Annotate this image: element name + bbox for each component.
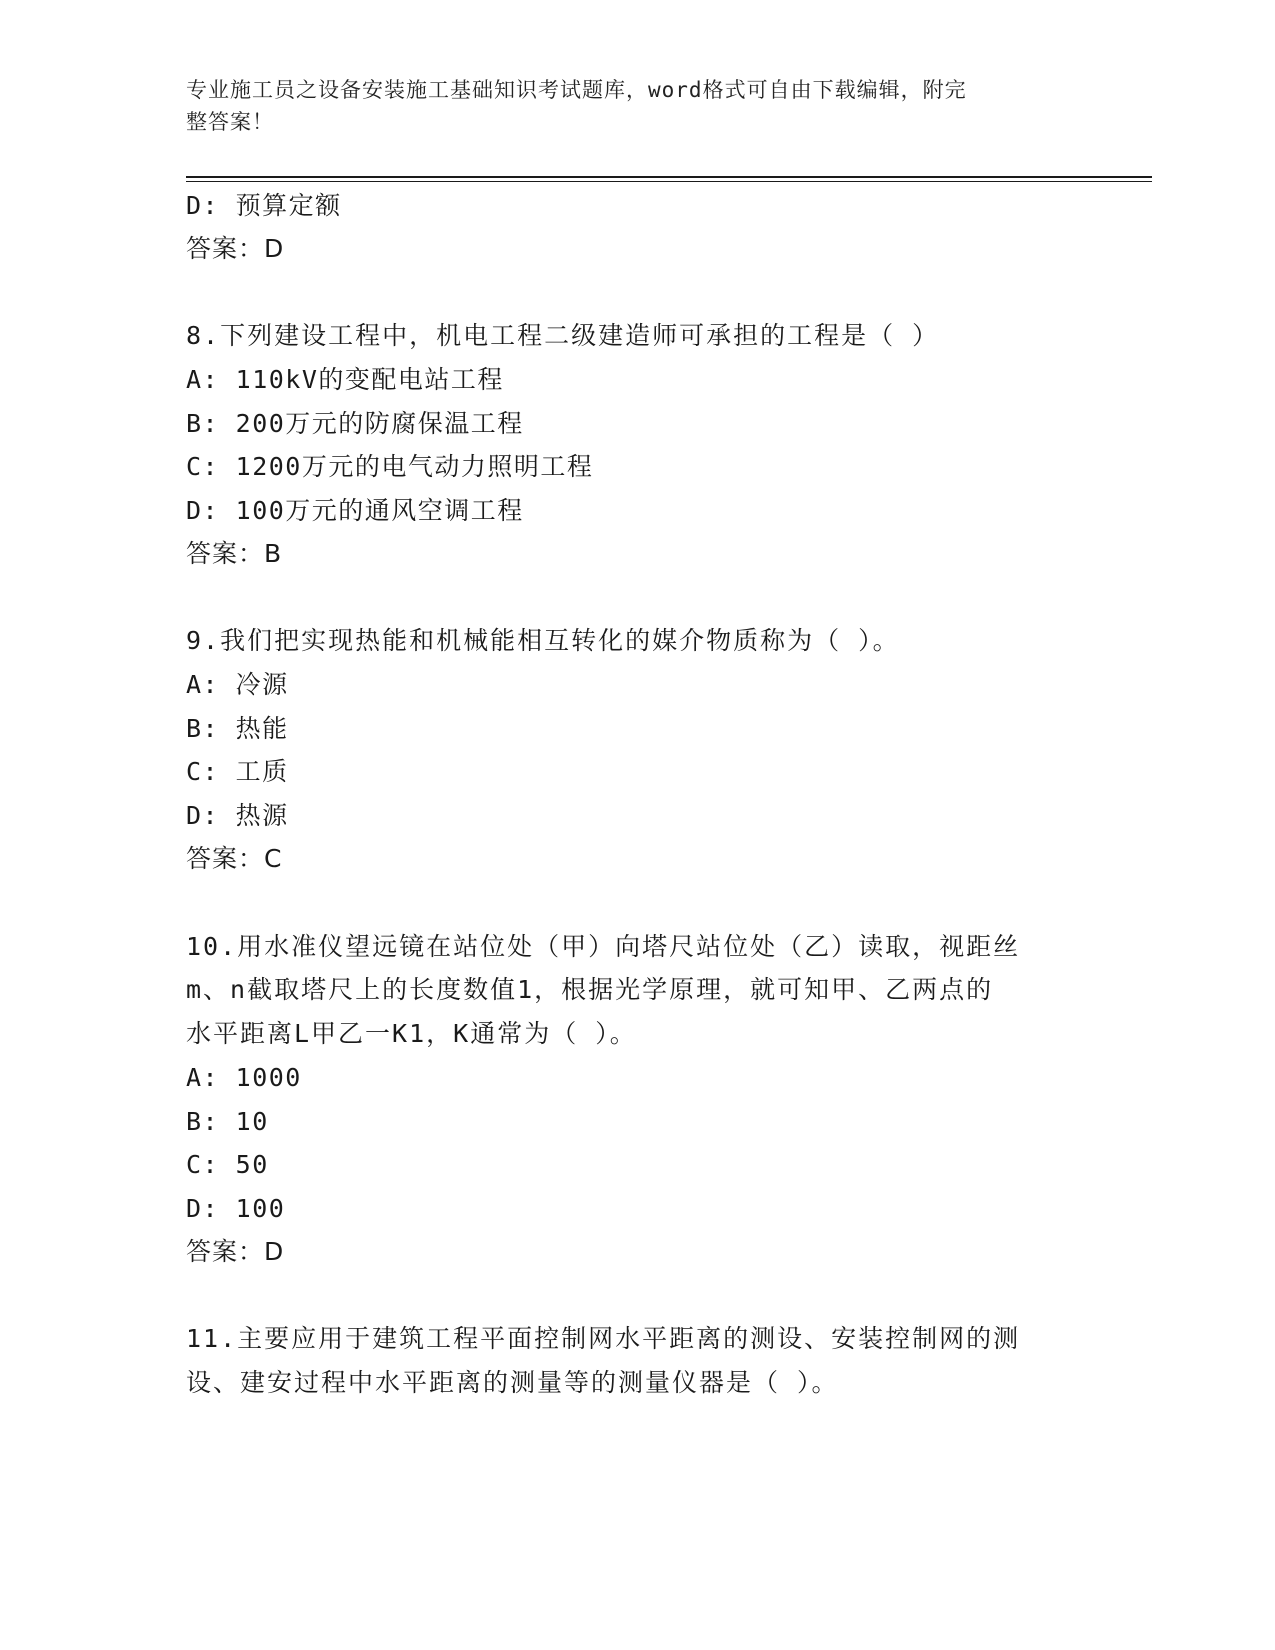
question-10-stem-line-1: 10.用水准仪望远镜在站位处（甲）向塔尺站位处（乙）读取，视距丝 xyxy=(186,932,1021,961)
question-10-answer: 答案：D xyxy=(186,1237,285,1266)
question-10-option-c: C: 50 xyxy=(186,1150,269,1179)
header-line-2: 整答案！ xyxy=(186,110,274,134)
document-header xyxy=(186,74,1066,138)
question-9-answer: 答案：C xyxy=(186,844,283,873)
header-divider-thick xyxy=(186,176,1152,178)
question-9-option-a: A: 冷源 xyxy=(186,670,289,699)
question-11-stem-line-2: 设、建安过程中水平距离的测量等的测量仪器是（ ）。 xyxy=(186,1368,839,1397)
question-8-option-d: D: 100万元的通风空调工程 xyxy=(186,496,524,525)
header-divider-thin xyxy=(186,181,1152,182)
question-10-option-b: B: 10 xyxy=(186,1107,269,1136)
prev-answer: 答案：D xyxy=(186,234,285,263)
question-9-option-c: C: 工质 xyxy=(186,757,289,786)
question-10-option-a: A: 1000 xyxy=(186,1063,302,1092)
question-11-stem-line-1: 11.主要应用于建筑工程平面控制网水平距离的测设、安装控制网的测 xyxy=(186,1324,1021,1353)
question-10-option-d: D: 100 xyxy=(186,1194,286,1223)
header-line-1: 专业施工员之设备安装施工基础知识考试题库，word格式可自由下载编辑，附完 xyxy=(186,78,967,102)
question-8-stem: 8.下列建设工程中，机电工程二级建造师可承担的工程是（ ） xyxy=(186,321,940,350)
question-9-option-b: B: 热能 xyxy=(186,714,289,743)
prev-option-d: D: 预算定额 xyxy=(186,191,342,220)
question-8-option-a: A: 110kV的变配电站工程 xyxy=(186,365,504,394)
question-8-option-c: C: 1200万元的电气动力照明工程 xyxy=(186,452,594,481)
question-9-stem: 9.我们把实现热能和机械能相互转化的媒介物质称为（ ）。 xyxy=(186,626,900,655)
question-9-option-d: D: 热源 xyxy=(186,801,289,830)
question-8-option-b: B: 200万元的防腐保温工程 xyxy=(186,409,524,438)
question-10-stem-line-3: 水平距离L甲乙一K1，K通常为（ ）。 xyxy=(186,1019,637,1048)
question-8-answer: 答案：B xyxy=(186,539,283,568)
question-10-stem-line-2: m、n截取塔尺上的长度数值1，根据光学原理，就可知甲、乙两点的 xyxy=(186,975,994,1004)
